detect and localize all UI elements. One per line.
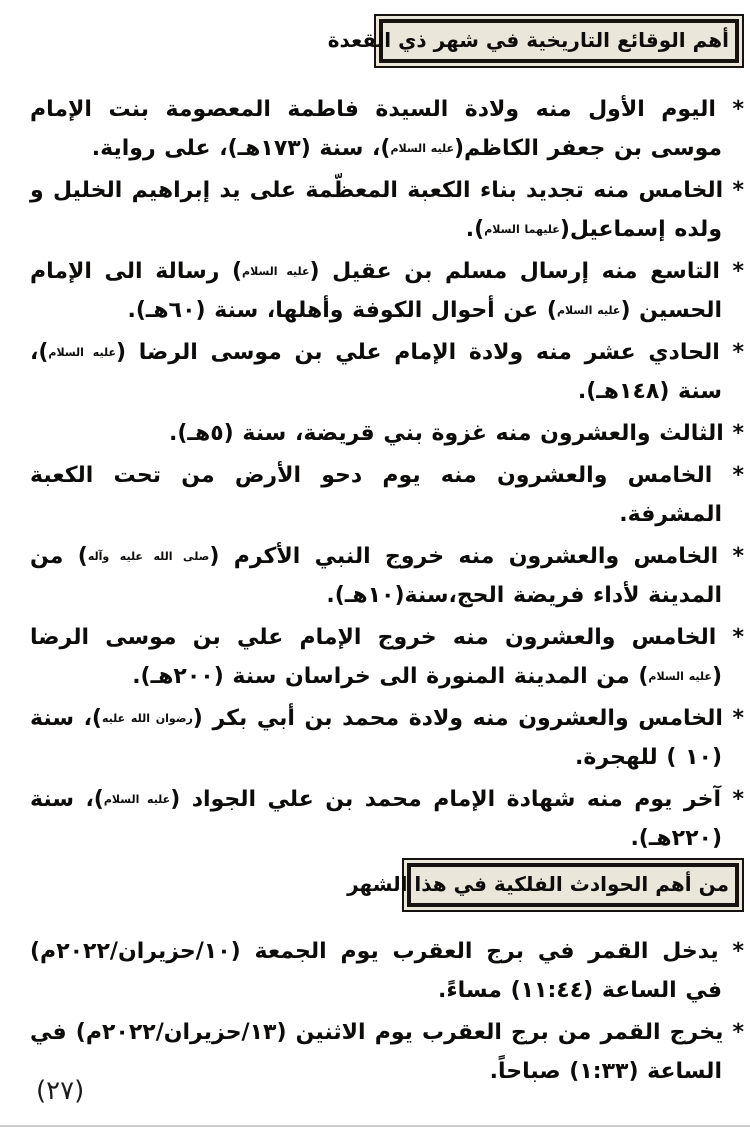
bullet-marker: * — [723, 1020, 744, 1045]
honorific-mark: صلى الله عليه وآله — [87, 550, 210, 563]
event-text: ) من المدينة لأداء فريضة الحج،سنة(١٠هـ). — [30, 544, 722, 608]
event-text: التاسع منه إرسال مسلم بن عقيل ( — [309, 259, 720, 284]
honorific-mark: عليه السلام — [556, 304, 621, 317]
event-text: آخر يوم منه شهادة الإمام محمد بن علي الجواد ( — [170, 787, 721, 812]
historical-events-list — [30, 90, 744, 858]
bullet-marker: * — [721, 787, 744, 812]
event-text: الخامس والعشرون منه خروج الإمام علي بن موسى الرضا ( — [30, 625, 722, 689]
event-text: )، سنة (١٤٨هـ). — [30, 340, 722, 404]
bullet-marker: * — [718, 939, 744, 964]
event-text: الثالث والعشرون منه غزوة بني قريضة، سنة (٥هـ). — [169, 421, 724, 446]
astronomy-events-list — [30, 932, 744, 1091]
astronomy-section-title: من أهم الحوادث الفلكية في هذا الشهر — [407, 863, 739, 907]
event-text: ). — [465, 217, 485, 242]
event-item — [30, 537, 744, 615]
event-text: اليوم الأول منه ولادة السيدة فاطمة المعصومة بنت الإمام موسى بن جعفر الكاظم( — [30, 97, 722, 161]
event-text: يخرج القمر من برج العقرب يوم الاثنين (١٣/حزيران/٢٠٢٢م) في الساعة (١:٣٣) صباحاً. — [30, 1020, 724, 1084]
bullet-marker: * — [718, 544, 745, 569]
event-text: الخامس منه تجديد بناء الكعبة المعظّمة على يد إبراهيم الخليل و ولده إسماعيل( — [30, 178, 724, 242]
honorific-mark: عليه السلام — [48, 346, 116, 359]
event-text: ) رسالة الى الإمام الحسين ( — [30, 259, 722, 323]
historical-section-title-box — [327, 14, 744, 68]
event-item — [30, 699, 744, 777]
honorific-mark: عليه السلام — [390, 142, 454, 155]
bullet-marker: * — [716, 625, 744, 650]
event-text: الخامس والعشرون منه ولادة محمد بن أبي بكر ( — [192, 706, 723, 731]
page-number: (٢٧) — [36, 1076, 85, 1106]
event-item — [30, 1013, 744, 1091]
honorific-mark: عليه السلام — [103, 793, 171, 806]
event-item — [30, 333, 744, 411]
event-item — [30, 618, 744, 696]
bullet-marker: * — [719, 259, 744, 284]
event-text: ) من المدينة المنورة الى خراسان سنة (٢٠٠هـ). — [132, 664, 649, 689]
bullet-marker: * — [723, 178, 744, 203]
astronomy-section-title-box — [347, 858, 744, 912]
bullet-marker: * — [715, 97, 745, 122]
bullet-marker: * — [712, 463, 744, 488]
event-text: )، سنة (٢٢٠هـ). — [30, 787, 722, 851]
event-item — [30, 932, 744, 1010]
event-text: الحادي عشر منه ولادة الإمام علي بن موسى الرضا ( — [115, 340, 720, 365]
honorific-mark: رضوان الله عليه — [101, 712, 193, 725]
event-text: الخامس والعشرون منه خروج النبي الأكرم ( — [209, 544, 719, 569]
event-item — [30, 456, 744, 534]
honorific-mark: عليهما السلام — [484, 223, 560, 236]
event-text: )، سنة (١٠ ) للهجرة. — [30, 706, 722, 770]
honorific-mark: عليه السلام — [242, 265, 310, 278]
historical-events-section — [30, 14, 744, 861]
astronomy-events-section — [30, 858, 744, 1094]
event-item — [30, 252, 744, 330]
bullet-marker: * — [723, 421, 744, 446]
event-item — [30, 414, 744, 453]
event-item — [30, 171, 744, 249]
event-text: ) عن أحوال الكوفة وأهلها، سنة (٦٠هـ). — [127, 298, 557, 323]
event-text: الخامس والعشرون منه يوم دحو الأرض من تحت الكعبة المشرفة. — [30, 463, 722, 527]
bullet-marker: * — [719, 340, 744, 365]
historical-section-title: أهم الوقائع التاريخية في شهر ذي القعدة — [379, 19, 739, 63]
event-text: يدخل القمر في برج العقرب يوم الجمعة (١٠/حزيران/٢٠٢٢م) في الساعة (١١:٤٤) مساءً. — [30, 939, 722, 1003]
event-item — [30, 780, 744, 858]
event-item — [30, 90, 744, 168]
honorific-mark: عليه السلام — [648, 670, 712, 683]
bullet-marker: * — [722, 706, 744, 731]
event-text: )، سنة (١٧٣هـ)، على رواية. — [91, 136, 391, 161]
